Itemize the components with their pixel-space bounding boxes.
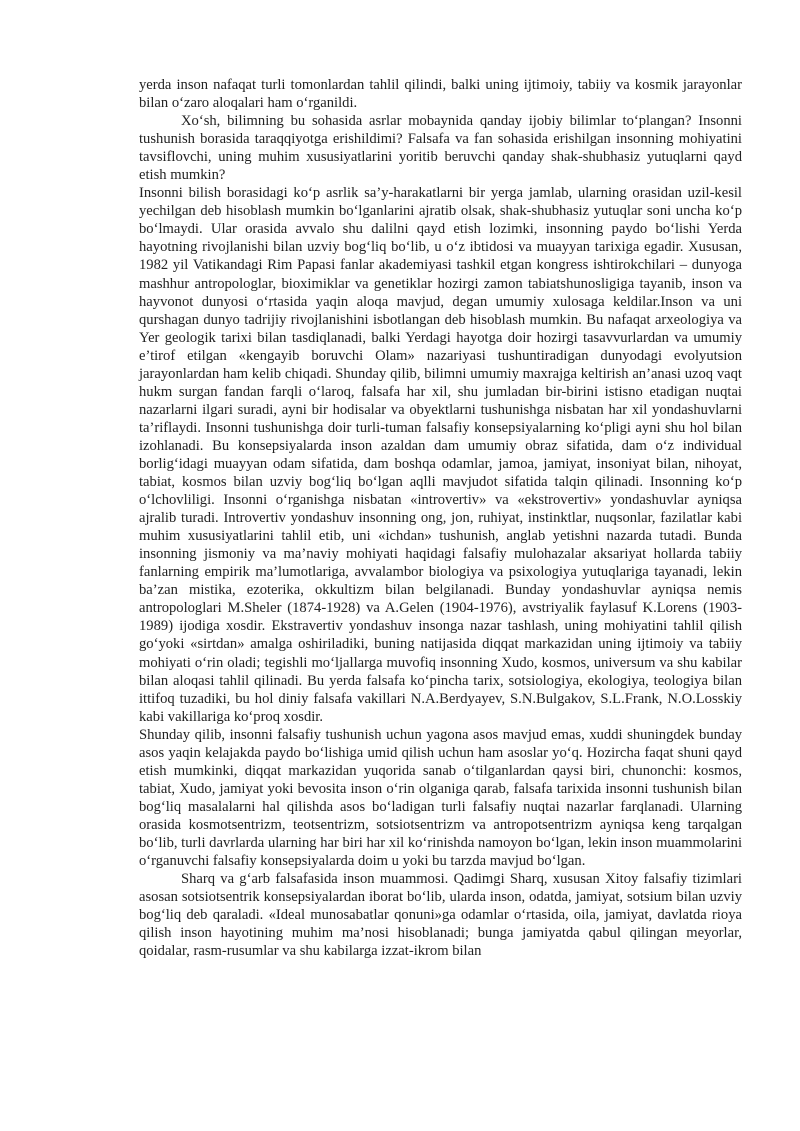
paragraph-1: yerda inson nafaqat turli tomonlardan tahlil qilindi, balki uning ijtimoiy, tabiiy va kosmik jarayonlar bilan o‘zaro aloqalari ham o‘rganildi.: [139, 77, 742, 112]
paragraph-4: Shunday qilib, insonni falsafiy tushunish uchun yagona asos mavjud emas, xuddi shuningdek bunday asos yaqin kelajakda paydo bo‘lishiga umid qilish uchun ham asoslar yo‘q. Hozircha faqat shuni qayd etish mumkinki, diqqat markazidan yuqorida sanab o‘tilganlardan qaysi biri, chunonchi: kosmos, tabiat, Xudo, jamiyat yoki bevosita inson o‘rin olganiga qarab, falsafa tarixida insonni tushunish bilan bog‘liq masalalarni hal qilishda asos bo‘ladigan turli falsafiy nuqtai nazarlar farqlanadi. Ularning orasida kosmotsentrizm, teotsentrizm, sotsiotsentrizm va antropotsentrizm ayniqsa keng tarqalgan bo‘lib, turli davrlarda ularning har biri har xil ko‘rinishda namoyon bo‘lgan, lekin inson muammolarini o‘rganuvchi falsafiy konsepsiyalarda doim u yoki bu tarzda mavjud bo‘lgan.: [139, 726, 742, 870]
paragraph-2: Xo‘sh, bilimning bu sohasida asrlar mobaynida qanday ijobiy bilimlar to‘plangan? Insonni tushunish borasida taraqqiyotga erishildimi? Falsafa va fan sohasida erishilgan insonning mohiyatini tavsiflovchi, uning muhim xususiyatlarini yoritib beruvchi qanday shak-shubhasiz yutuqlarni qayd etish mumkin?: [139, 113, 742, 184]
paragraph-3: Insonni bilish borasidagi ko‘p asrlik sa’y-harakatlarni bir yerga jamlab, ularning orasidan uzil-kesil yechilgan deb hisoblash mumkin bo‘lganlarini ajratib olsak, shak-shubhasiz yutuqlar soni uncha ko‘p bo‘lmaydi. Ular orasida avvalo shu dalilni qayd etish lozimki, insonning paydo bo‘lishi Yerda hayotning rivojlanishi bilan uzviy bog‘liq bo‘lib, u o‘z ibtidosi va muayyan tarixiga egadir. Xususan, 1982 yil Vatikandagi Rim Papasi fanlar akademiyasi tashkil etgan kongress ishtirokchilari – dunyoga mashhur antropologlar, bioximiklar va genetiklar hozirgi zamon tabiatshunosligiga tayanib, inson va hayvonot dunyosi o‘rtasida yaqin aloqa mavjud, degan umumiy xulosaga keldilar.Inson va uni qurshagan dunyo tadrijiy rivojlanishini isbotlangan deb hisoblash mumkin. Bu nafaqat arxeologiya va Yer geologik tarixi bilan tasdiqlanadi, balki Yerdagi hayotga doir hozirgi tasavvurlardan va umumiy e’tirof etilgan «kengayib boruvchi Olam» nazariyasi tushuntiradigan dunyodagi evolyutsion jarayonlardan ham kelib chiqadi. Shunday qilib, bilimni umumiy maxrajga keltirish an’anasi uzoq vaqt hukm surgan fandan farqli o‘laroq, falsafa har xil, shu jumladan bir-birini istisno etadigan nuqtai nazarlarni ilgari suradi, ayni bir hodisalar va obyektlarni tushunishga nisbatan har xil yondashuvlarni ta’riflaydi. Insonni tushunishga doir turli-tuman falsafiy konsepsiyalarning ko‘pligi ayni shu hol bilan izohlanadi. Bu konsepsiyalarda inson azaldan dam umumiy obraz sifatida, dam o‘z individual borlig‘idagi muayyan odam sifatida, dam boshqa odamlar, jamoa, jamiyat, insoniyat bilan, nihoyat, tabiat, kosmos bilan uzviy bog‘liq bo‘lgan aqlli mavjudot sifatida talqin qilinadi. Insonning ko‘p o‘lchovliligi. Insonni o‘rganishga nisbatan «introvertiv» va «ekstrovertiv» yondashuvlar ayniqsa ajralib turadi. Introvertiv yondashuv insonning ong, jon, ruhiyat, instinktlar, nuqsonlar, fazilatlar kabi muhim xususiyatlarini tahlil etib, uni «ichdan» tushunish, anglab yetishni nazarda tutadi. Bunda insonning jismoniy va ma’naviy mohiyati haqidagi falsafiy mulohazalar aksariyat hollarda tabiiy fanlarning empirik ma’lumotlariga, avvalambor biologiya va psixologiya yutuqlariga tayanadi, lekin ba’zan mistika, ezoterika, okkultizm bilan belgilanadi. Bunday yondashuvlar ayniqsa nemis antropologlari M.Sheler (1874-1928) va A.Gelen (1904-1976), avstriyalik faylasuf K.Lorens (1903-1989) ijodiga xosdir. Ekstravertiv yondashuv insonga nazar tashlash, uning mohiyatini tahlil qilish go‘yoki «sirtdan» amalga oshiriladiki, buning natijasida diqqat markazidan uning ijtimoiy va tabiiy mohiyati o‘rin oladi; tegishli mo‘ljallarga muvofiq insonning Xudo, kosmos, universum va shu kabilar bilan aloqasi tahlil qilinadi. Bu yerda falsafa ko‘pincha tarix, sotsiologiya, ekologiya, teologiya bilan ittifoq tuzadiki, bu hol diniy falsafa vakillari N.A.Berdyayev, S.N.Bulgakov, S.L.Frank, N.O.Losskiy kabi vakillariga ko‘proq xosdir.: [139, 185, 742, 725]
paragraph-5: Sharq va g‘arb falsafasida inson muammosi. Qadimgi Sharq, xususan Xitoy falsafiy tizimlari asosan sotsiotsentrik konsepsiyalardan iborat bo‘lib, ularda inson, odatda, jamiyat, sotsium bilan uzviy bog‘liq deb qaraladi. «Ideal munosabatlar qonuni»ga odamlar o‘rtasida, oila, jamiyat, davlatda rioya qilish inson hayotining muhim ma’nosi hisoblanadi; bunga jamiyatda qabul qilingan meyorlar, qoidalar, rasm-rusumlar va shu kabilarga izzat-ikrom bilan: [139, 871, 742, 960]
